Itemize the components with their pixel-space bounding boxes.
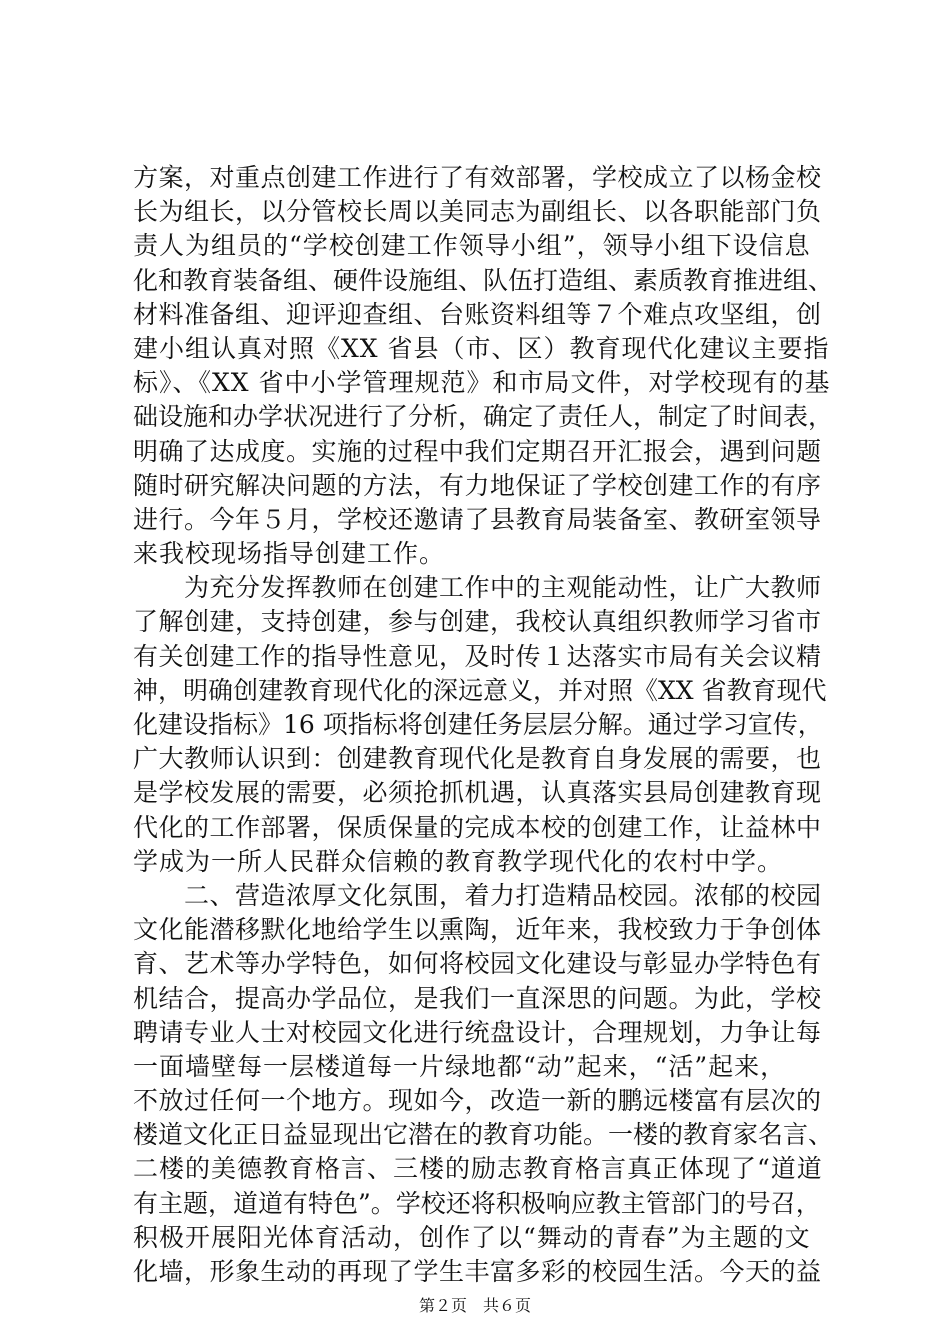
text-line: 有关创建工作的指导性意见，及时传１达落实市局有关会议精 <box>133 641 822 671</box>
text-line: 机结合，提高办学品位，是我们一直深思的问题。为此，学校 <box>133 983 822 1013</box>
text-line: 神，明确创建教育现代化的深远意义，并对照《XX 省教育现代 <box>133 675 827 705</box>
text-line: 建小组认真对照《XX 省县（市、区）教育现代化建议主要指 <box>133 333 830 363</box>
text-line: 有主题，道道有特色”。学校还将积极响应教主管部门的号召， <box>133 1188 821 1218</box>
text-line: 方案，对重点创建工作进行了有效部署，学校成立了以杨金校 <box>133 163 822 192</box>
text-line: 二楼的美德教育格言、三楼的励志教育格言真正体现了“道道 <box>133 1154 823 1184</box>
text-line: 长为组长，以分管校长周以美同志为副组长、以各职能部门负 <box>133 197 822 227</box>
text-line: 学成为一所人民群众信赖的教育教学现代化的农村中学。 <box>133 846 784 876</box>
text-line: 积极开展阳光体育活动，创作了以“舞动的青春”为主题的文 <box>133 1222 811 1252</box>
text-line: 础设施和办学状况进行了分析，确定了责任人，制定了时间表， <box>133 402 833 432</box>
text-line: 代化的工作部署，保质保量的完成本校的创建工作，让益林中 <box>133 812 822 842</box>
text-line: 广大教师认识到：创建教育现代化是教育自身发展的需要，也 <box>133 744 822 774</box>
page-number-footer: 第２页 共６页 <box>418 1296 531 1315</box>
text-line: 聘请专业人士对校园文化进行统盘设计，合理规划，力争让每 <box>133 1017 822 1047</box>
text-line: 楼道文化正日益显现出它潜在的教育功能。一楼的教育家名言、 <box>133 1120 833 1150</box>
text-line: 进行。今年５月，学校还邀请了县教育局装备室、教研室领导 <box>133 504 822 534</box>
text-line: 是学校发展的需要，必须抢抓机遇，认真落实县局创建教育现 <box>133 778 822 808</box>
text-line: 材料准备组、迎评迎查组、台账资料组等７个难点攻坚组，创 <box>133 299 822 329</box>
text-line: 化建设指标》16 项指标将创建任务层层分解。通过学习宣传， <box>133 710 823 739</box>
text-line: 化墙，形象生动的再现了学生丰富多彩的校园生活。今天的益 <box>133 1257 822 1286</box>
text-line: 为充分发挥教师在创建工作中的主观能动性，让广大教师 <box>133 573 822 603</box>
text-line: 责人为组员的“学校创建工作领导小组”，领导小组下设信息 <box>133 231 811 261</box>
text-line: 了解创建，支持创建，参与创建，我校认真组织教师学习省市 <box>133 607 822 637</box>
text-line: 二、营造浓厚文化氛围，着力打造精品校园。浓郁的校园 <box>133 880 822 910</box>
text-line: 一面墙壁每一层楼道每一片绿地都“动”起来，“活”起来， <box>133 1051 787 1081</box>
text-line: 来我校现场指导创建工作。 <box>133 539 446 569</box>
text-line: 育、艺术等办学特色，如何将校园文化建设与彰显办学特色有 <box>133 949 822 979</box>
document-body <box>133 161 833 1289</box>
text-line: 标》、《XX 省中小学管理规范》和市局文件，对学校现有的基 <box>133 368 831 398</box>
text-line: 化和教育装备组、硬件设施组、队伍打造组、素质教育推进组、 <box>133 265 833 295</box>
text-line: 明确了达成度。实施的过程中我们定期召开汇报会，遇到问题 <box>133 436 822 466</box>
text-line: 随时研究解决问题的方法，有力地保证了学校创建工作的有序 <box>133 470 822 500</box>
text-line: 不放过任何一个地方。现如今，改造一新的鹏远楼富有层次的 <box>133 1086 822 1116</box>
text-line: 文化能潜移默化地给学生以熏陶，近年来，我校致力于争创体 <box>133 915 822 945</box>
